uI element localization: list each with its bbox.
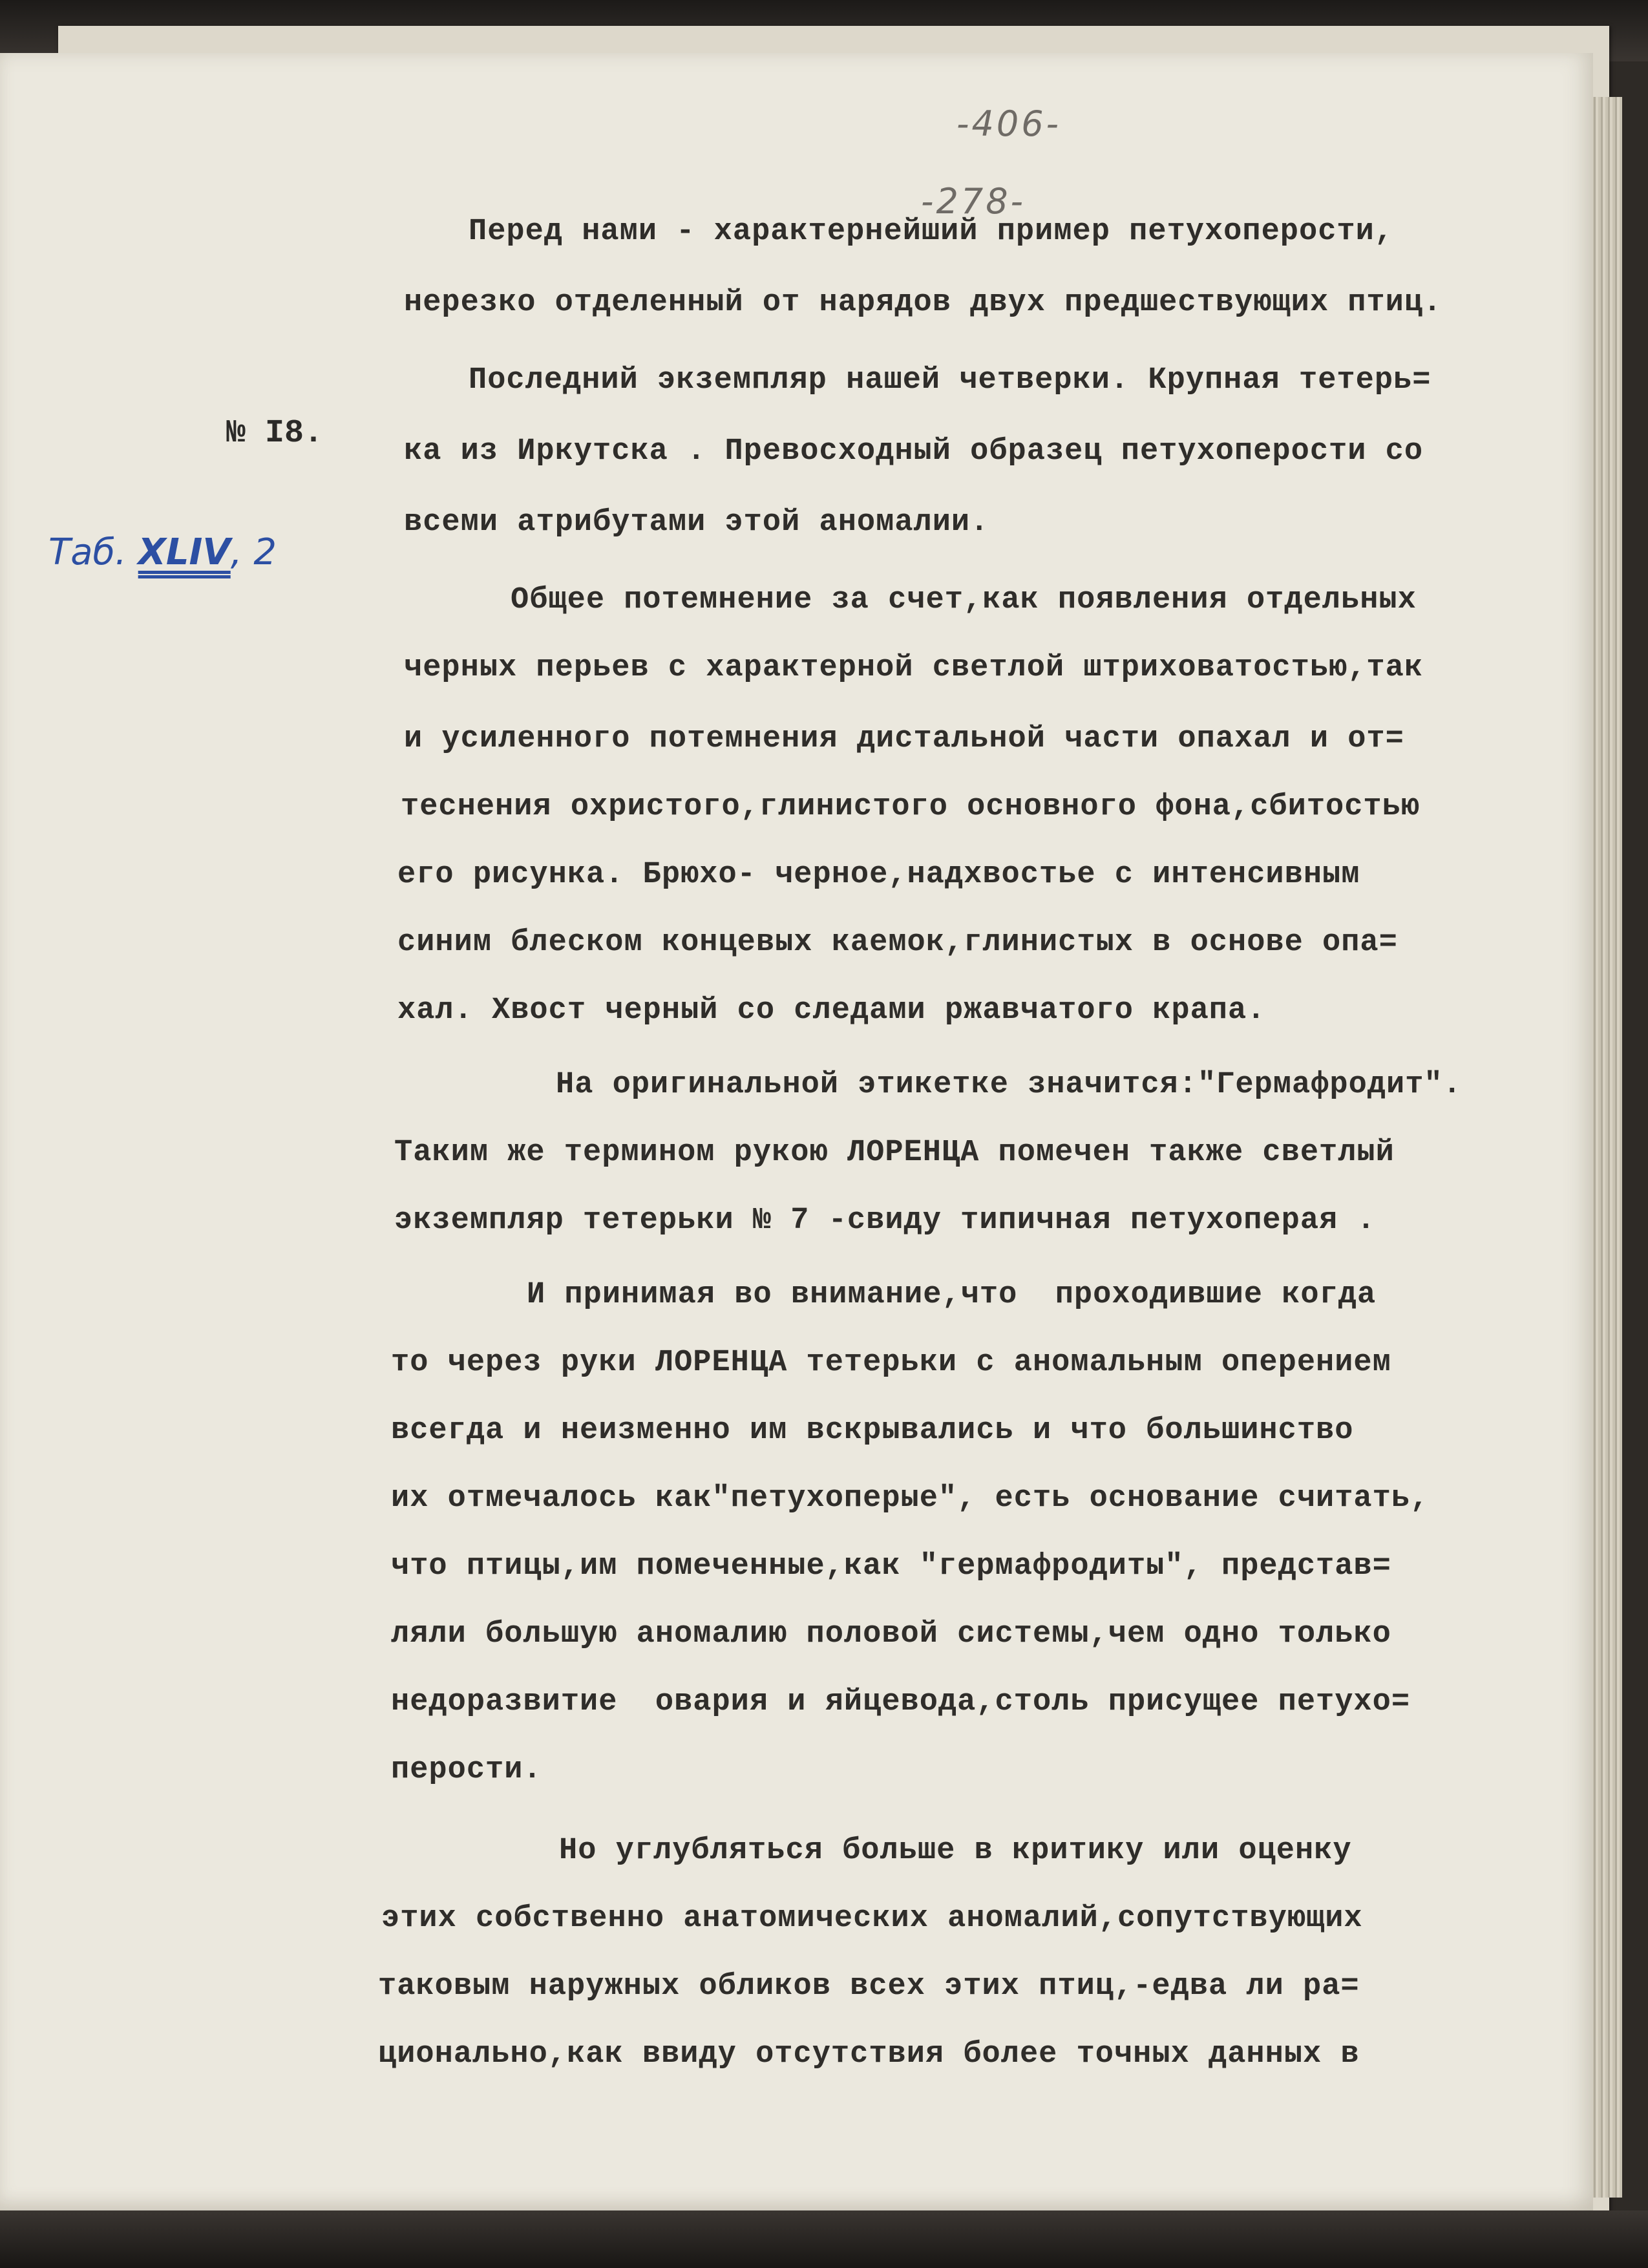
text-line: Последний экземпляр нашей четверки. Крупная тетерь= (469, 363, 1431, 397)
text-line: теснения охристого,глинистого основного фона,сбитостью (401, 790, 1421, 824)
text-line: черных перьев с характерной светлой штриховатостью,так (404, 651, 1424, 685)
text-line: его рисунка. Брюхо- черное,надхвостье с интенсивным (397, 858, 1360, 892)
page-number: -278- (921, 181, 1026, 222)
text-line: что птицы,им помеченные,как "гермафродиты", представ= (391, 1549, 1391, 1584)
specimen-number: № I8. (226, 415, 324, 452)
scan-background-bottom (0, 2210, 1648, 2268)
text-line: На оригинальной этикетке значится:"Гермафродит". (556, 1068, 1462, 1102)
table-ref-roman: XLIV (138, 531, 231, 573)
text-line: таковым наружных обликов всех этих птиц,-едва ли ра= (378, 1969, 1360, 2004)
document-page (0, 53, 1593, 2210)
text-line: синим блеском концевых каемок,глинистых в основе опа= (397, 926, 1398, 960)
text-line: Таким же терминoм рукою ЛОРЕНЦА помечен также светлый (394, 1136, 1395, 1170)
text-line: всегда и неизменно им вскрывались и что большинство (391, 1414, 1354, 1448)
table-ref-prefix: Таб. (48, 531, 127, 573)
text-line: хал. Хвост черный со следами ржавчатого крапа. (397, 993, 1266, 1028)
text-line: ляли большую аномалию половой системы,чем одно только (391, 1617, 1391, 1651)
text-line: этих собственно анатомических аномалий,сопутствующих (381, 1902, 1363, 1936)
table-ref-suffix: , 2 (230, 531, 277, 573)
text-line: Общее потемнение за счет,как появления отдельных (511, 583, 1417, 617)
table-reference-annotation (48, 531, 277, 573)
text-line: и усиленного потемнения дистальной части опахал и от= (404, 722, 1404, 756)
text-line: перости. (391, 1753, 542, 1787)
text-line: то через руки ЛОРЕНЦА тетерьки с аномальным оперением (391, 1346, 1391, 1380)
archive-page-number: -406- (956, 103, 1062, 144)
text-line: Перед нами - характернейший пример петухоперости, (469, 215, 1394, 249)
text-line: экземпляр тетерьки № 7 -свиду типичная петухоперая . (394, 1203, 1376, 1238)
text-line: Но углубляться больше в критику или оценку (559, 1834, 1352, 1868)
text-line: ка из Иркутска . Превосходный образец петухоперости со (404, 434, 1424, 469)
text-line: всеми атрибутами этой аномалии. (404, 505, 989, 540)
text-line: недоразвитие овария и яйцевода,столь присущее петухо= (391, 1685, 1411, 1719)
text-line: их отмечалось как"петухоперые", есть основание считать, (391, 1481, 1430, 1516)
text-line: ционально,как ввиду отсутствия более точных данных в (378, 2037, 1360, 2072)
text-line: И принимая во внимание,что проходившие когда (527, 1278, 1377, 1312)
text-line: нерезко отделенный от нарядов двух предшествующих птиц. (404, 286, 1442, 320)
